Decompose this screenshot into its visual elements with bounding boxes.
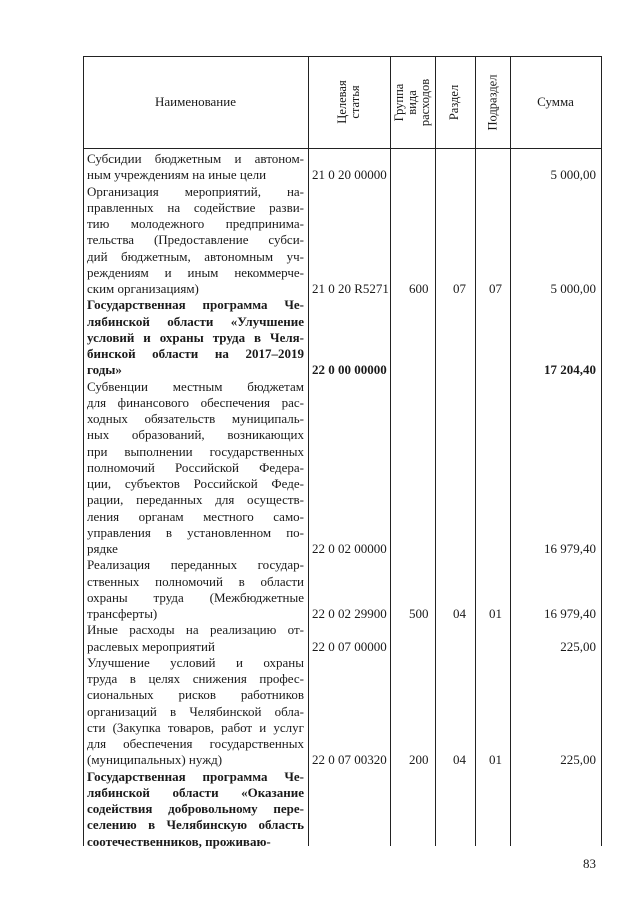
row-amount: 5 000,00 xyxy=(550,281,596,296)
row-amount: 225,00 xyxy=(560,752,596,768)
row-target-article: 21 0 20 R5271 xyxy=(312,281,389,296)
row-subsection: 01 xyxy=(489,752,502,768)
row-name-line: реждениям и иным некоммерче- xyxy=(87,264,304,280)
row-name-line: соотечественников, проживаю- xyxy=(87,833,271,849)
row-name-line: условий и охраны труда в Челя- xyxy=(87,329,304,345)
row-name-line: тию молодежного предпринима- xyxy=(87,216,304,231)
row-name-line: лябинской области «Улучшение xyxy=(87,313,304,329)
row-name-line: рядке xyxy=(87,541,118,556)
row-name-line: организаций в Челябинской обла- xyxy=(87,703,304,719)
row-name xyxy=(87,769,304,850)
row-target-article: 22 0 02 00000 xyxy=(312,541,387,556)
row-subsection: 07 xyxy=(489,281,502,296)
row-name-line: ственных полномочий в области xyxy=(87,573,304,589)
header-divider xyxy=(83,148,602,149)
row-name-line: ходных обязательств муниципаль- xyxy=(87,411,304,426)
row-name-line: охраны труда (Межбюджетные xyxy=(87,589,304,605)
row-name-line: Субвенции местным бюджетам xyxy=(87,378,304,394)
page-number: 83 xyxy=(583,856,596,871)
table-border-left xyxy=(83,56,84,846)
row-name-line: сти (Закупка товаров, работ и услуг xyxy=(87,719,304,735)
row-name-line: при выполнении государственных xyxy=(87,443,304,459)
row-name-line: ных образований, возникающих xyxy=(87,427,304,443)
row-target-article: 22 0 00 00000 xyxy=(312,362,387,378)
row-name-line: для обеспечения государственных xyxy=(87,736,304,751)
row-name-line: трансферты) xyxy=(87,606,158,621)
row-name-line: полномочий Российской Федера- xyxy=(87,459,304,475)
row-name-line: рации, переданных для осуществ- xyxy=(87,492,304,508)
row-name-line: ским организациям) xyxy=(87,281,199,296)
header-target-article: Целевая статья xyxy=(335,80,362,124)
row-name-line: дий бюджетным, автономным уч- xyxy=(87,248,304,264)
header-expense-group: Группа вида расходов xyxy=(392,78,433,126)
row-section: 04 xyxy=(453,752,466,768)
header-section: Раздел xyxy=(447,84,462,120)
table-border-right xyxy=(601,56,602,846)
row-subsection: 01 xyxy=(489,606,502,621)
row-name-line: для финансового обеспечения рас- xyxy=(87,394,304,410)
row-target-article: 22 0 02 29900 xyxy=(312,606,387,621)
row-target-article: 22 0 07 00000 xyxy=(312,638,387,654)
row-target-article: 22 0 07 00320 xyxy=(312,752,387,768)
row-name xyxy=(87,151,304,184)
row-name-line: Субсидии бюджетным и автоном- xyxy=(87,151,304,166)
row-amount: 5 000,00 xyxy=(550,167,596,183)
row-section: 07 xyxy=(453,281,466,296)
row-name-line: бинской области на 2017–2019 xyxy=(87,346,304,361)
row-name-line: труда в целях снижения профес- xyxy=(87,671,304,686)
column-divider xyxy=(435,56,436,846)
header-name: Наименование xyxy=(155,94,236,109)
row-target-article: 21 0 20 00000 xyxy=(312,167,387,183)
row-name-line: раслевых мероприятий xyxy=(87,638,215,654)
row-name-line: правленных на содействие разви- xyxy=(87,199,304,215)
row-expense-group: 500 xyxy=(409,606,429,621)
row-name-line: содействия добровольному пере- xyxy=(87,801,304,816)
row-amount: 17 204,40 xyxy=(544,362,596,378)
row-name-line: Реализация переданных государ- xyxy=(87,557,304,573)
row-name xyxy=(87,184,304,298)
row-name-line: Иные расходы на реализацию от- xyxy=(87,622,304,638)
row-name-line: тельства (Предоставление субси- xyxy=(87,232,304,248)
row-amount: 16 979,40 xyxy=(544,541,596,556)
row-name xyxy=(87,622,304,655)
row-name-line: ления органам местного само- xyxy=(87,508,304,524)
row-name-line: годы» xyxy=(87,362,122,378)
row-amount: 225,00 xyxy=(560,638,596,654)
row-expense-group: 600 xyxy=(409,281,429,296)
row-name-line: ным учреждениям на иные цели xyxy=(87,167,267,183)
row-name-line: (муниципальных) нужд) xyxy=(87,752,223,768)
row-expense-group: 200 xyxy=(409,752,429,768)
column-divider xyxy=(510,56,511,846)
row-name-line: сиональных рисков работников xyxy=(87,687,304,703)
row-name xyxy=(87,655,304,769)
row-name-line: управления в установленном по- xyxy=(87,524,304,540)
header-amount: Сумма xyxy=(537,94,574,109)
row-name xyxy=(87,297,304,378)
column-divider xyxy=(475,56,476,846)
row-name-line: селению в Челябинскую область xyxy=(87,817,304,833)
row-name-line: Государственная программа Че- xyxy=(87,297,304,313)
row-name-line: лябинской области «Оказание xyxy=(87,784,304,800)
row-section: 04 xyxy=(453,606,466,621)
row-name xyxy=(87,557,304,622)
row-name-line: ции, субъектов Российской Феде- xyxy=(87,476,304,491)
row-name-line: Государственная программа Че- xyxy=(87,768,304,784)
header-subsection: Подраздел xyxy=(485,74,499,130)
column-divider xyxy=(308,56,309,846)
row-name-line: Организация мероприятий, на- xyxy=(87,183,304,199)
budget-table xyxy=(83,56,602,849)
row-name-line: Улучшение условий и охраны xyxy=(87,654,304,670)
row-amount: 16 979,40 xyxy=(544,606,596,621)
row-name xyxy=(87,379,304,558)
column-divider xyxy=(390,56,391,846)
